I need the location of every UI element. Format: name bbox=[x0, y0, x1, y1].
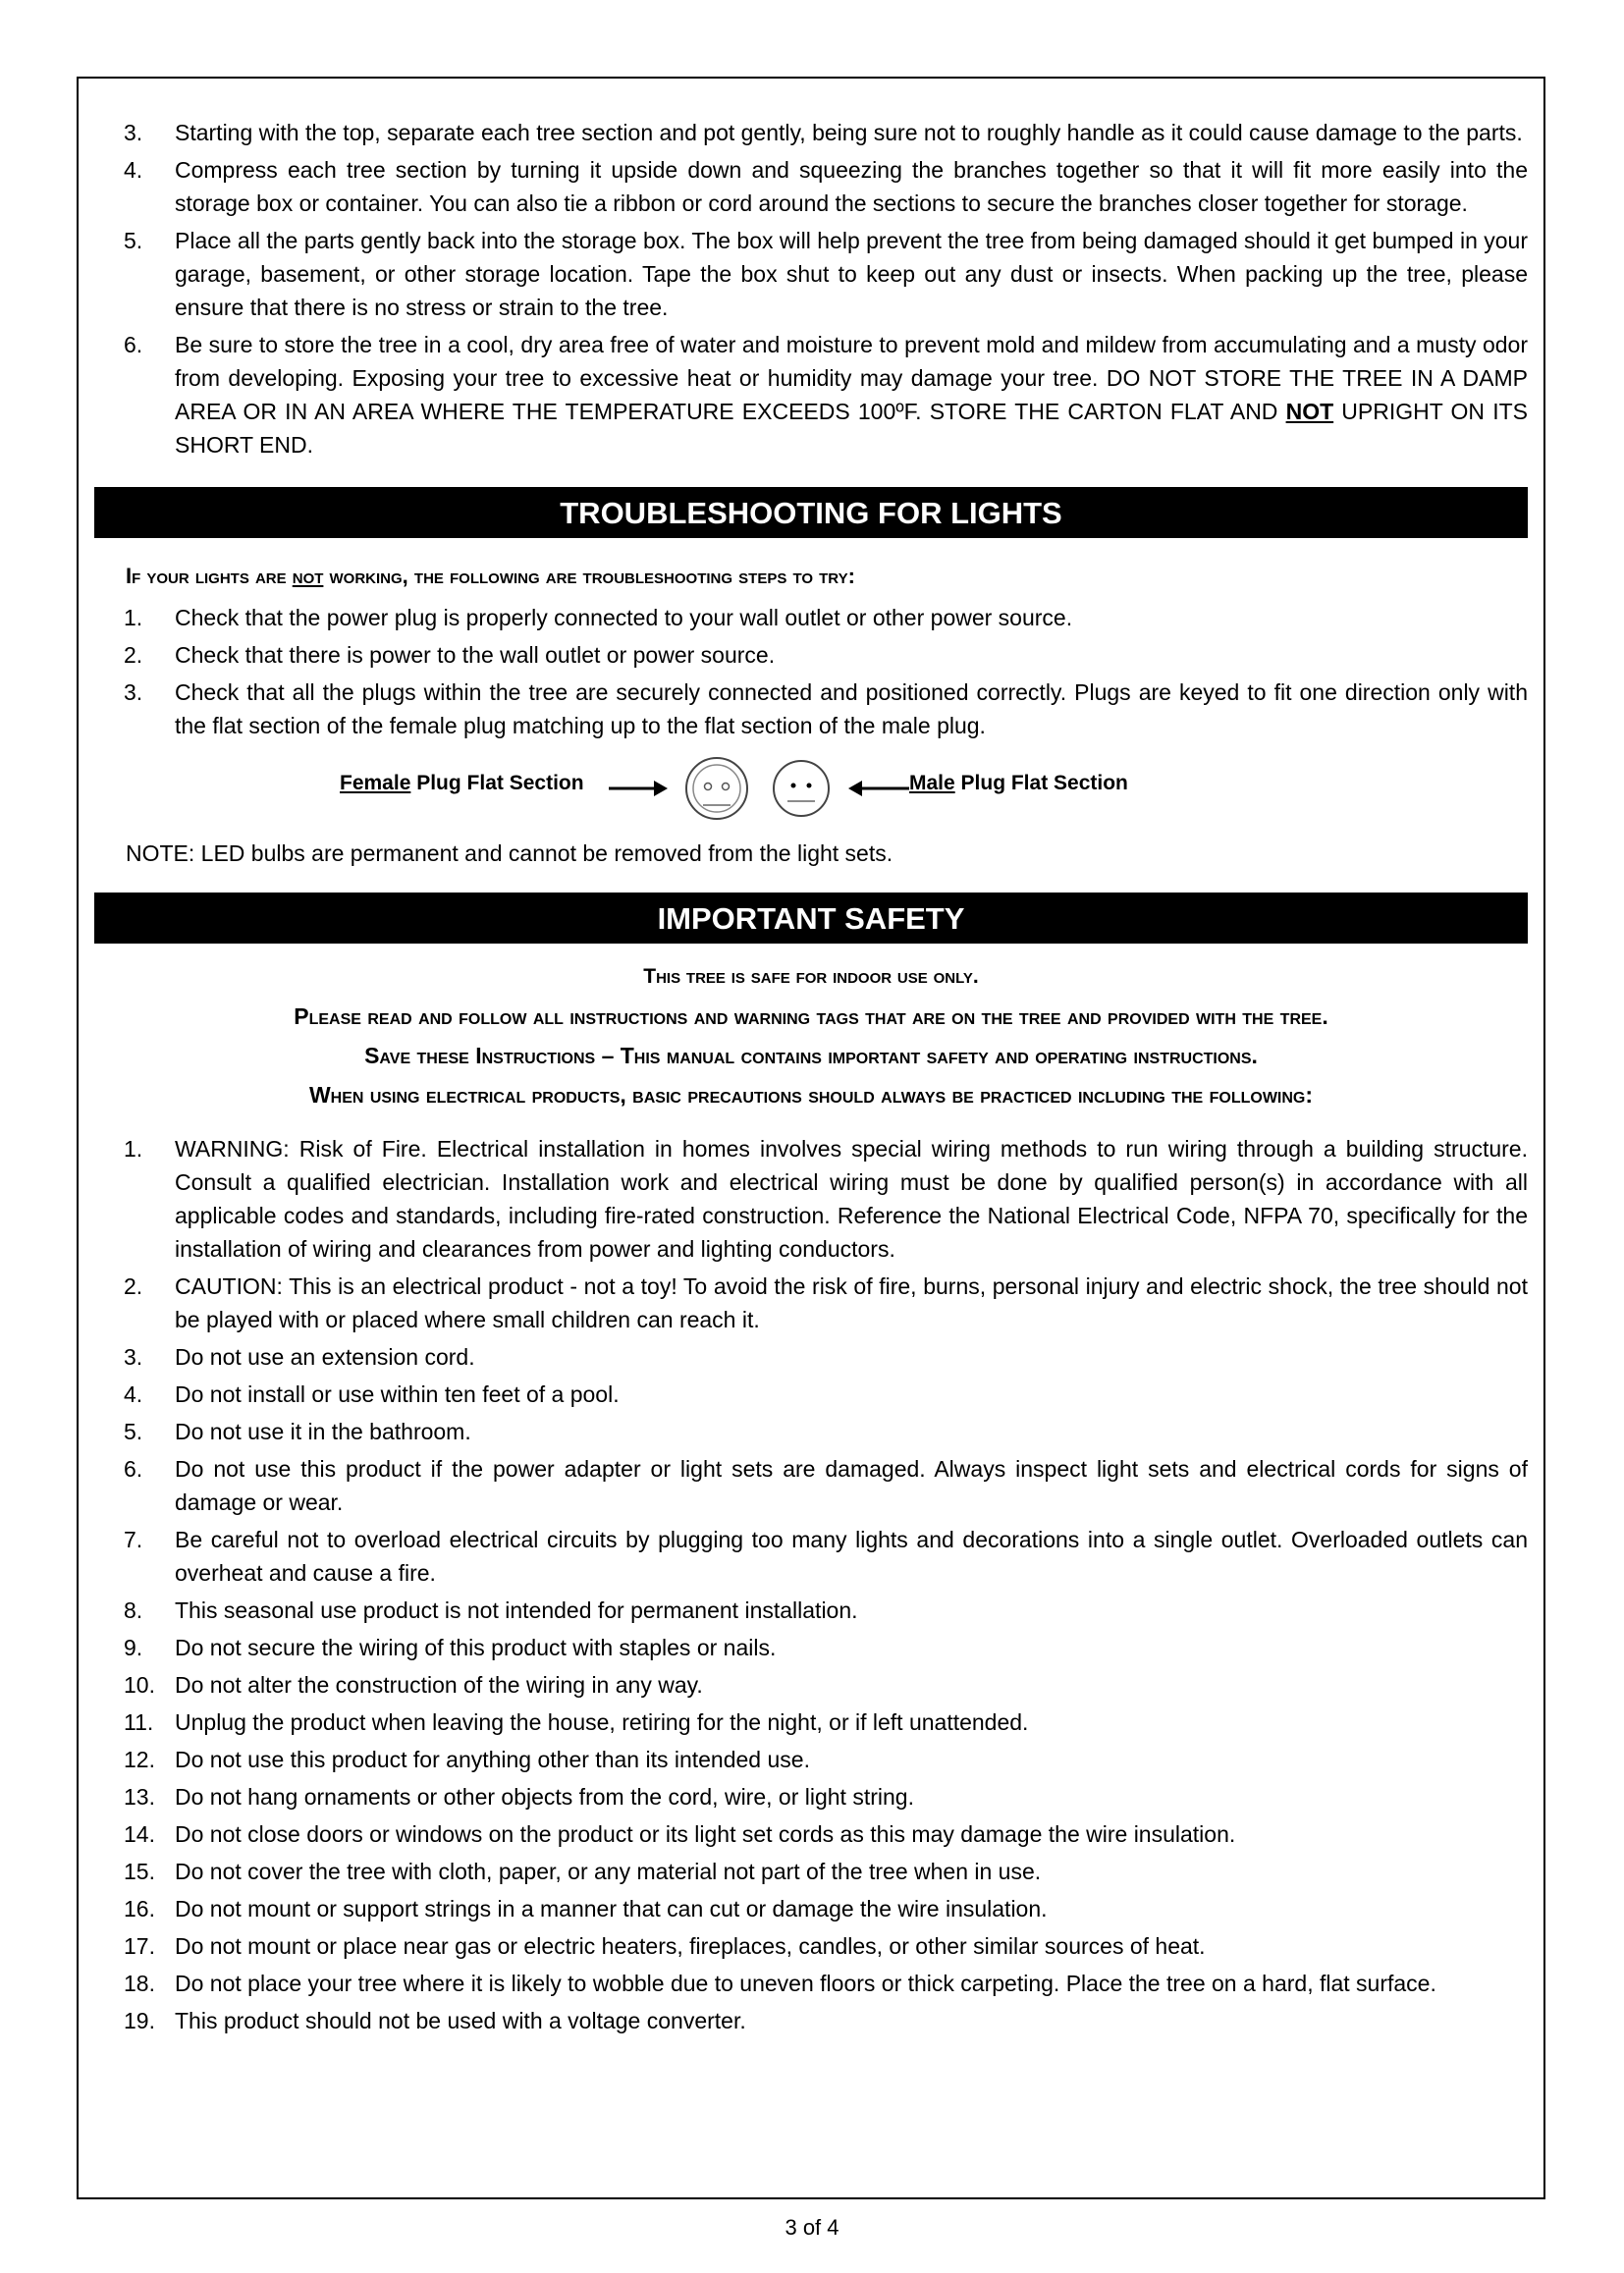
troubleshooting-heading: TROUBLESHOOTING FOR LIGHTS bbox=[94, 487, 1528, 538]
item-text: Do not use this product if the power adapter or light sets are damaged. Always inspect light sets and electrical cords for signs of damage or wear. bbox=[175, 1456, 1528, 1515]
list-item bbox=[94, 676, 1528, 742]
item-text: CAUTION: This is an electrical product - not a toy! To avoid the risk of fire, burns, personal injury and electric shock, the tree should not be played with or placed where small children can reach it. bbox=[175, 1273, 1528, 1332]
right-arrow-icon bbox=[609, 781, 668, 796]
lead-part: working, the following are troubleshooting steps to try: bbox=[323, 564, 855, 588]
item-number: 10. bbox=[124, 1672, 155, 1698]
item-text: This product should not be used with a voltage converter. bbox=[175, 2008, 746, 2033]
male-word: Male bbox=[909, 772, 955, 794]
item-number: 1. bbox=[124, 605, 143, 630]
troubleshooting-lead bbox=[126, 564, 1528, 589]
item-number: 8. bbox=[124, 1597, 143, 1623]
item-text: Do not mount or support strings in a manner that can cut or damage the wire insulation. bbox=[175, 1896, 1048, 1921]
list-item bbox=[94, 1668, 1528, 1702]
male-plug-icon bbox=[774, 761, 829, 816]
item-text: Check that all the plugs within the tree are securely connected and positioned correctly. Plugs are keyed to fit one direction only with the flat section of the female plug matching up to the flat section of the male plug. bbox=[175, 679, 1528, 738]
female-plug-icon bbox=[686, 758, 747, 819]
item-text: Do not use it in the bathroom. bbox=[175, 1419, 471, 1444]
item-text: Check that there is power to the wall outlet or power source. bbox=[175, 642, 776, 668]
item-number: 9. bbox=[124, 1635, 143, 1660]
plug-diagram bbox=[94, 754, 1528, 823]
item-number: 2. bbox=[124, 1273, 143, 1299]
female-word: Female bbox=[340, 772, 411, 794]
list-item bbox=[94, 1892, 1528, 1925]
list-item bbox=[94, 1415, 1528, 1448]
item-number: 14. bbox=[124, 1821, 155, 1847]
item-text: Compress each tree section by turning it upside down and squeezing the branches together so that it will fit more easily into the storage box or container. You can also tie a ribbon or cord around the sections to secure the branches closer together for storage. bbox=[175, 157, 1528, 216]
list-item bbox=[94, 116, 1528, 149]
item-text: Do not use an extension cord. bbox=[175, 1344, 475, 1370]
item-number: 18. bbox=[124, 1971, 155, 1996]
male-label-rest: Plug Flat Section bbox=[954, 772, 1128, 794]
led-note: NOTE: LED bulbs are permanent and cannot be removed from the light sets. bbox=[126, 840, 893, 866]
item-number: 11. bbox=[124, 1709, 154, 1735]
safety-heading: IMPORTANT SAFETY bbox=[94, 893, 1528, 944]
list-item bbox=[94, 153, 1528, 220]
item-number: 3. bbox=[124, 120, 143, 145]
item-text: Do not use this product for anything other than its intended use. bbox=[175, 1747, 810, 1772]
item-text: Do not place your tree where it is likely to wobble due to uneven floors or thick carpeting. Place the tree on a hard, flat surface. bbox=[175, 1971, 1436, 1996]
plug-diagram-svg bbox=[605, 754, 919, 823]
list-item bbox=[94, 1523, 1528, 1590]
item-number: 17. bbox=[124, 1933, 155, 1959]
female-label-rest: Plug Flat Section bbox=[410, 772, 584, 794]
list-item bbox=[94, 1132, 1528, 1266]
list-item bbox=[94, 1929, 1528, 1963]
item-text: WARNING: Risk of Fire. Electrical installation in homes involves special wiring methods to run wiring through a building structure. Consult a qualified electrician. Installation work and electrical wiring must be done by qualified person(s) in accordance with all applicable codes and standards, including fire-rated construction. Reference the National Electrical Code, NFPA 70, specifically for the installation of wiring and clearances from power and lighting conductors. bbox=[175, 1136, 1528, 1262]
list-item bbox=[94, 2004, 1528, 2037]
item-text: Check that the power plug is properly connected to your wall outlet or other power source. bbox=[175, 605, 1073, 630]
item-number: 7. bbox=[124, 1527, 143, 1552]
item-text: Be careful not to overload electrical circuits by plugging too many lights and decorations into a single outlet. Overloaded outlets can overheat and cause a fire. bbox=[175, 1527, 1528, 1586]
list-item bbox=[94, 1378, 1528, 1411]
list-item bbox=[94, 638, 1528, 672]
item-number: 6. bbox=[124, 332, 143, 357]
lead-emphasis: not bbox=[292, 564, 324, 588]
item-number: 16. bbox=[124, 1896, 155, 1921]
list-item bbox=[94, 1705, 1528, 1739]
list-item bbox=[94, 1780, 1528, 1813]
list-item bbox=[94, 1594, 1528, 1627]
item-number: 13. bbox=[124, 1784, 155, 1810]
left-arrow-icon bbox=[848, 781, 909, 796]
item-text: Do not mount or place near gas or electric heaters, fireplaces, candles, or other similar sources of heat. bbox=[175, 1933, 1206, 1959]
lead-part: If your lights are bbox=[126, 564, 293, 588]
item-number: 4. bbox=[124, 157, 143, 183]
list-item bbox=[94, 601, 1528, 634]
list-item bbox=[94, 1743, 1528, 1776]
list-item bbox=[94, 1631, 1528, 1664]
item-text: This seasonal use product is not intended for permanent installation. bbox=[175, 1597, 858, 1623]
list-item bbox=[94, 328, 1528, 461]
list-item bbox=[94, 1855, 1528, 1888]
item-number: 3. bbox=[124, 679, 143, 705]
item-text: Starting with the top, separate each tree section and pot gently, being sure not to roughly handle as it could cause damage to the parts. bbox=[175, 120, 1523, 145]
item-number: 1. bbox=[124, 1136, 143, 1162]
item-number: 15. bbox=[124, 1859, 155, 1884]
page-number: 3 of 4 bbox=[785, 2215, 839, 2240]
male-plug-label bbox=[909, 772, 1128, 795]
list-item bbox=[94, 1340, 1528, 1374]
list-item bbox=[94, 1270, 1528, 1336]
safety-line-3: Save these Instructions – This manual contains important safety and operating instructions. bbox=[364, 1043, 1258, 1068]
item-number: 19. bbox=[124, 2008, 155, 2033]
page-content bbox=[94, 116, 1528, 2041]
list-item bbox=[94, 1817, 1528, 1851]
emphasis-not: NOT bbox=[1285, 399, 1334, 424]
item-text: Be sure to store the tree in a cool, dry area free of water and moisture to prevent mold and mildew from accumulating and a musty odor from developing. Exposing your tree to excessive heat or humidity may damage your tree. DO NOT STORE THE TREE IN A DAMP AREA OR IN AN AREA WHERE THE TEMPERATURE EXCEEDS 100ºF. STORE THE CARTON FLAT AND bbox=[175, 332, 1528, 424]
storage-steps-list bbox=[94, 116, 1528, 461]
item-text: Do not cover the tree with cloth, paper, or any material not part of the tree when in use. bbox=[175, 1859, 1042, 1884]
troubleshooting-list bbox=[94, 601, 1528, 742]
item-number: 5. bbox=[124, 228, 143, 253]
item-number: 2. bbox=[124, 642, 143, 668]
list-item bbox=[94, 224, 1528, 324]
item-number: 12. bbox=[124, 1747, 155, 1772]
item-text: Do not secure the wiring of this product with staples or nails. bbox=[175, 1635, 777, 1660]
female-plug-label bbox=[340, 772, 584, 795]
item-text: Do not alter the construction of the wiring in any way. bbox=[175, 1672, 703, 1698]
item-text: Do not hang ornaments or other objects from the cord, wire, or light string. bbox=[175, 1784, 914, 1810]
safety-line-2: Please read and follow all instructions and warning tags that are on the tree and provided with the tree. bbox=[294, 1003, 1328, 1029]
list-item bbox=[94, 1452, 1528, 1519]
item-number: 3. bbox=[124, 1344, 143, 1370]
safety-line-4: When using electrical products, basic precautions should always be practiced including the following: bbox=[308, 1082, 1314, 1108]
safety-list bbox=[94, 1132, 1528, 2037]
list-item bbox=[94, 1967, 1528, 2000]
item-text-end: UPRIGHT ON ITS SHORT END. bbox=[175, 399, 1528, 458]
item-number: 6. bbox=[124, 1456, 143, 1482]
safety-line-1: This tree is safe for indoor use only. bbox=[643, 965, 979, 988]
item-number: 4. bbox=[124, 1381, 143, 1407]
item-text: Place all the parts gently back into the storage box. The box will help prevent the tree from being damaged should it get bumped in your garage, basement, or other storage location. Tape the box shut to keep out any dust or insects. When packing up the tree, please ensure that there is no stress or strain to the tree. bbox=[175, 228, 1528, 320]
item-text: Do not install or use within ten feet of a pool. bbox=[175, 1381, 620, 1407]
item-number: 5. bbox=[124, 1419, 143, 1444]
item-text: Do not close doors or windows on the product or its light set cords as this may damage the wire insulation. bbox=[175, 1821, 1236, 1847]
item-text: Unplug the product when leaving the house, retiring for the night, or if left unattended. bbox=[175, 1709, 1029, 1735]
